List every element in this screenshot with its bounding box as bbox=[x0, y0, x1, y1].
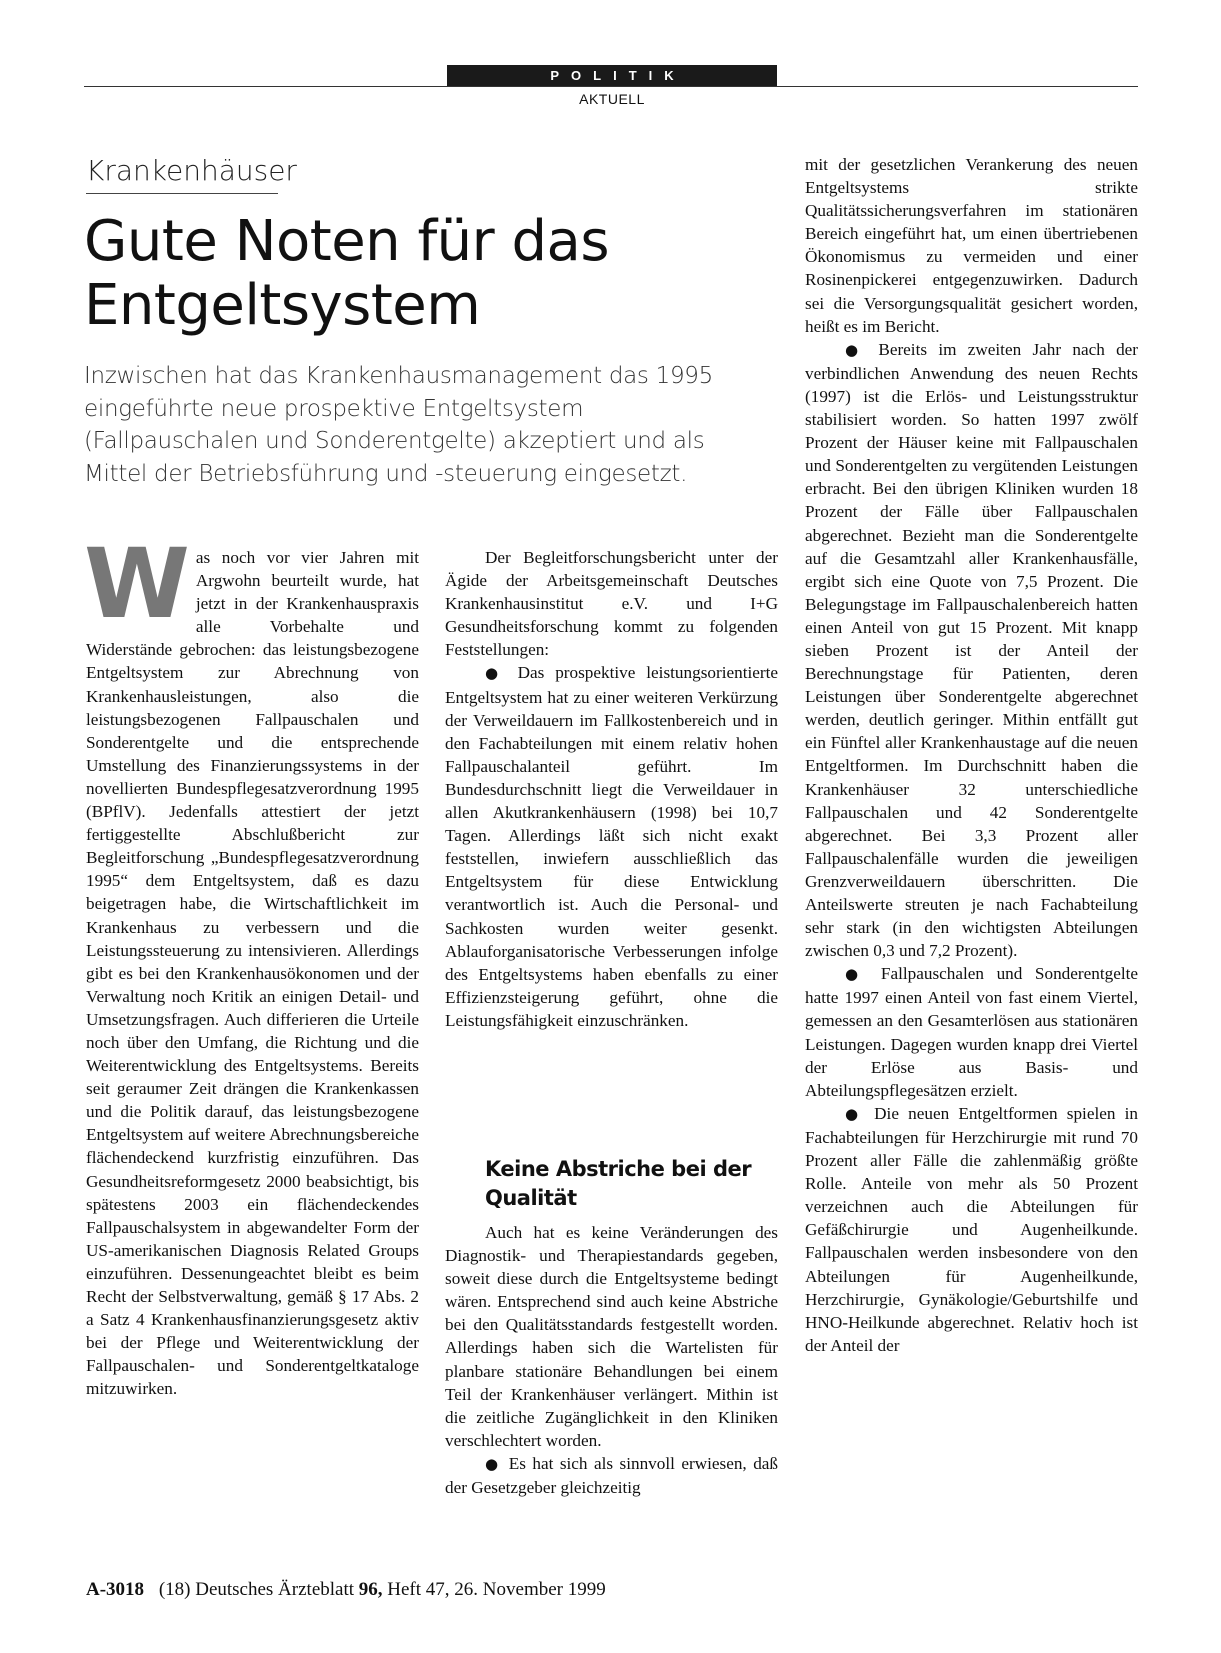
footer-volume: 96, bbox=[358, 1579, 383, 1600]
paragraph-text: Es hat sich als sinnvoll erwiesen, daß der Gesetzgeber gleichzeitig bbox=[445, 1453, 779, 1498]
section-subhead: Keine Abstriche bei der Qualität bbox=[485, 1157, 752, 1210]
footer-issue-prefix: (18) Deutsches Ärzteblatt bbox=[158, 1579, 355, 1600]
page-number: A-3018 bbox=[86, 1579, 145, 1600]
paragraph: as noch vor vier Jahren mit Argwohn beurteilt wurde, hat jetzt in der Krankenhauspraxis alle Vorbehalte und Widerstände gebrochen: das leistungsbezogene Entgeltsystem zur Abrechnung von Krankenhausleistungen, also die leistungsbezogenen Fallpauschalen und Sonderentgelte und die entsprechende Umstellung des Finanzierungssystems in der novellierten Bundespflegesatzverordnung 1995 (BPflV). Jedenfalls attestiert der jetzt fertiggestellte Abschlußbericht zur Begleitforschung „Bundespflegesatzverordnung 1995“ dem Entgeltsystem, daß es dazu beigetragen habe, die Wirtschaftlichkeit im Krankenhaus zu verbessern und die Leistungssteuerung zu intensivieren. Allerdings gibt es bei den Krankenhausökonomen und der Verwaltung noch Kritik an einigen Detail- und Umsetzungsfragen. Auch differieren die Urteile noch über den Umfang, die Richtung und die Weiterentwicklung des Entgeltsystems. Bereits seit geraumer Zeit drängen die Krankenkassen und die Politik darauf, das leistungsbezogene Entgeltsystem auf weitere Abrechnungsbereiche flächendeckend kurzfristig einzuführen. Das Gesundheitsreformgesetz 2000 beabsichtigt, bis spätestens 2003 ein flächendeckendes Fallpauschalsystem in abgewandelter Form der US-amerikanischen Diagnosis Related Groups einzuführen. Dessenungeachtet bleibt es beim Recht der Selbstverwaltung, gemäß § 17 Abs. 2 a Satz 4 Krankenhausfinanzierungsgesetz aktiv bei der Pflege und Weiterentwicklung der Fallpauschalen- und Sonderentgeltkataloge mitzuwirken. bbox=[86, 548, 419, 1399]
bullet-icon: ● bbox=[485, 1454, 501, 1473]
paragraph-text: Bereits im zweiten Jahr nach der verbindlichen Anwendung des neuen Rechts (1997) ist die Erlös- und Leistungsstruktur stabilisiert worden. So hatten 1997 zwölf Prozent der Häuser keine mit Fallpauschalen und Sonderentgelten zu vergütenden Leistungen erbracht. Bei den übrigen Kliniken wurden 18 Prozent der Fälle über Fallpauschalen abgerechnet. Bezieht man die Sonderentgelte auf die Gesamtzahl aller Krankenhausfälle, ergibt sich eine Quote von 7,5 Prozent. Die Belegungstage im Fallpauschalenbereich hatten einen Anteil von gut 15 Prozent. Mit knapp sieben Prozent ist der Anteil der Berechnungstage für Patienten, deren Leistungen über Sonderentgelte abgerechnet werden, deutlich geringer. Mithin entfällt gut ein Fünftel aller Krankenhaustage auf die neuen Entgeltformen. Im Durchschnitt haben die Krankenhäuser 32 unterschiedliche Fallpauschalen und 42 Sonderentgelte abgerechnet. Bei 3,3 Prozent aller Fallpauschalenfälle wurden die jeweiligen Grenzverweildauern überschritten. Die Anteilswerte streuten je nach Fachabteilung sehr stark (in den wichtigsten Abteilungen zwischen 0,3 und 7,2 Prozent). bbox=[805, 339, 1139, 961]
paragraph: Auch hat es keine Veränderungen des Diagnostik- und Therapiestandards gegeben, soweit diese durch die Entgeltsysteme bedingt wären. Entsprechend sind auch keine Abstriche bei den Qualitätsstandards festgestellt worden. Allerdings haben sich die Wartelisten für planbare stationäre Behandlungen bei einem Teil der Krankenhäuser verlängert. Mithin ist die zeitliche Zugänglichkeit in den Kliniken verschlechtert worden. bbox=[445, 1223, 778, 1450]
bullet-paragraph bbox=[805, 338, 1138, 963]
body-column-2 bbox=[445, 546, 778, 1032]
footer-issue-suffix: Heft 47, 26. November 1999 bbox=[387, 1579, 606, 1600]
paragraph: Der Begleitforschungsbericht unter der Ägide der Arbeitsgemeinschaft Deutsches Krankenhausinstitut e.V. und I+G Gesundheitsforschung kommt zu folgenden Feststellungen: bbox=[445, 548, 778, 660]
bullet-paragraph bbox=[445, 1452, 778, 1499]
bullet-paragraph bbox=[805, 962, 1138, 1102]
subsection-label: AKTUELL bbox=[579, 91, 645, 107]
section-label: POLITIK bbox=[447, 65, 777, 86]
paragraph-text: Die neuen Entgeltformen spielen in Fachabteilungen für Herzchirurgie mit rund 70 Prozent aller Fälle die zahlenmäßig größte Rolle. Anteile von mehr als 50 Prozent verzeichnen auch die Abteilungen für Gefäßchirurgie und Augenheilkunde. Fallpauschalen werden insbesondere von den Abteilungen für Augenheilkunde, Herzchirurgie, Gynäkologie/Geburtshilfe und HNO-Heilkunde abgerechnet. Relativ hoch ist der Anteil der bbox=[805, 1103, 1138, 1355]
article-lead: Inzwischen hat das Krankenhausmanagement das 1995 eingeführte neue prospektive Entgeltsystem (Fallpauschalen und Sonderentgelte) akzeptiert und als Mittel der Betriebsführung und -steuerung eingesetzt. bbox=[84, 363, 713, 487]
header-rule bbox=[84, 86, 1138, 87]
page-footer bbox=[86, 1578, 606, 1602]
body-column-1 bbox=[84, 528, 419, 1400]
bullet-icon: ● bbox=[485, 664, 505, 683]
paragraph-text: Das prospektive leistungsorientierte Entgeltsystem hat zu einer weiteren Verkürzung der Verweildauern im Fallkostenbereich und in den Fachabteilungen mit einem relativ hohen Fallpauschalanteil geführt. Im Bundesdurchschnitt liegt die Verweildauer in allen Akutkrankenhäusern (1998) bei 10,7 Tagen. Allerdings läßt sich nicht exakt feststellen, inwiefern ausschließlich das Entgeltsystem für diese Entwicklung verantwortlich ist. Auch die Personal- und Sachkosten wurden weiter gesenkt. Ablauforganisatorische Verbesserungen infolge des Entgeltsystems haben ebenfalls zu einer Effizienzsteigerung geführt, ohne die Leistungsfähigkeit einzuschränken. bbox=[445, 663, 779, 1030]
body-column-3 bbox=[805, 153, 1138, 1357]
bullet-icon: ● bbox=[845, 340, 866, 359]
bullet-paragraph bbox=[805, 1102, 1138, 1357]
bullet-icon: ● bbox=[845, 965, 867, 984]
bullet-paragraph bbox=[445, 661, 778, 1032]
bullet-icon: ● bbox=[845, 1104, 863, 1123]
body-column-2-continued bbox=[445, 1221, 778, 1499]
paragraph-text: Fallpauschalen und Sonderentgelte hatte 1997 einen Anteil von fast einem Viertel, gemessen an den Gesamterlösen aus stationären Leistungen. Dagegen wurden knapp drei Viertel der Erlöse aus Basis- und Abteilungspflegesätzen erzielt. bbox=[805, 964, 1139, 1100]
drop-cap: W bbox=[84, 528, 190, 640]
article-kicker: Krankenhäuser bbox=[86, 153, 278, 194]
paragraph: mit der gesetzlichen Verankerung des neuen Entgeltsystems strikte Qualitätssicherungsverfahren im stationären Bereich eingeführt hat, um einen übertriebenen Ökonomismus zu vermeiden und einer Rosinenpickerei entgegenzuwirken. Dadurch sei die Versorgungsqualität gesichert worden, heißt es im Bericht. bbox=[805, 155, 1138, 336]
article-headline: Gute Noten für das Entgeltsystem bbox=[84, 209, 610, 338]
